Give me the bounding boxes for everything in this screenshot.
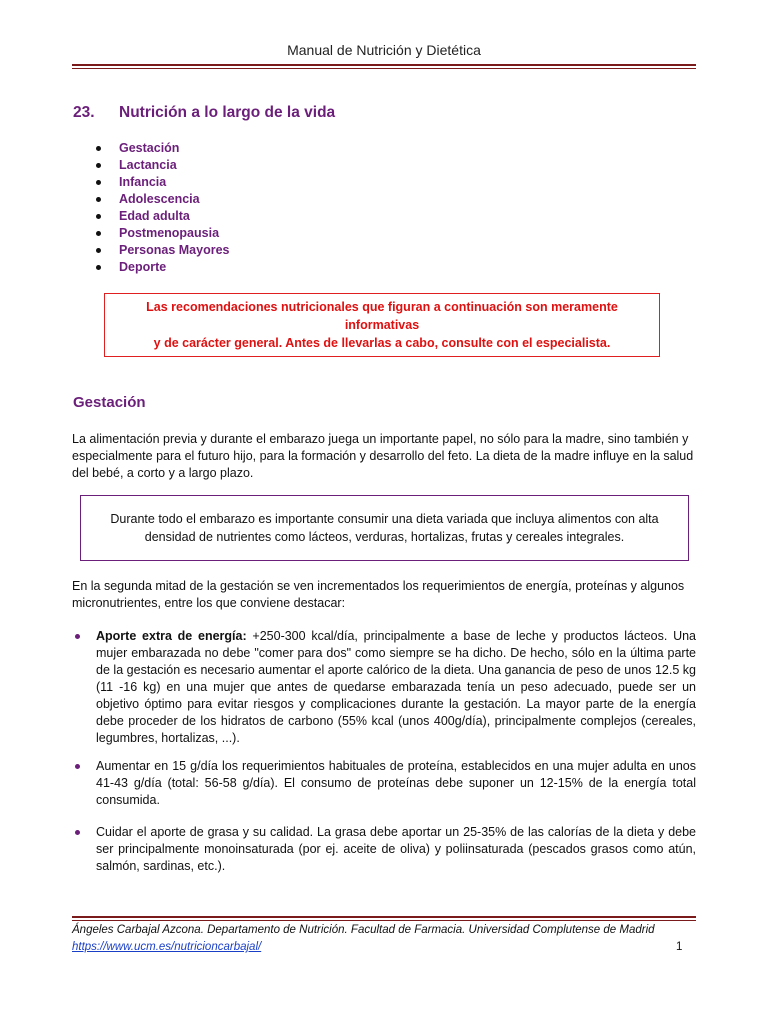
list-item: Deporte: [96, 259, 229, 276]
footer-rule: [72, 916, 696, 921]
bullet-icon: [96, 180, 101, 185]
bullet-list: [72, 628, 696, 747]
bullet-list: [72, 758, 696, 809]
list-item: Postmenopausia: [96, 225, 229, 242]
chapter-number: 23.: [73, 104, 95, 121]
lead-paragraph: En la segunda mitad de la gestación se ven incrementados los requerimientos de energía, proteínas y algunos micronutrientes, entre los que conviene destacar:: [72, 579, 685, 610]
callout-line-1: Durante todo el embarazo es importante consumir una dieta variada que incluya alimentos con alta: [110, 512, 659, 526]
list-item: Gestación: [96, 140, 229, 157]
bullet-icon: [96, 265, 101, 270]
bullet-icon: [75, 830, 80, 835]
bullet-text: +250-300 kcal/día, principalmente a base de leche y productos lácteos. Una mujer embarazada no debe "comer para dos" como siempre se ha dicho. De hecho, sólo en la última parte de la gestación es necesario aumentar el aporte calórico de la dieta. Una ganancia de peso de unos 12.5 kg (11 -16 kg) en una mujer que antes de quedarse embarazada tenía un peso adecuado, puede ser un objetivo óptimo para evitar riesgos y complicaciones durante la gestación. La mayor parte de la energía debe proceder de los hidratos de carbono (55% kcal (unos 400g/día), principalmente complejos (cereales, legumbres, hortalizas, ...).: [96, 629, 697, 745]
list-item: Edad adulta: [96, 208, 229, 225]
footer-link[interactable]: https://www.ucm.es/nutricioncarbajal/: [72, 941, 262, 953]
list-item: Lactancia: [96, 157, 229, 174]
header-rule: [72, 64, 696, 69]
disclaimer-line-2: y de carácter general. Antes de llevarlas a cabo, consulte con el especialista.: [153, 336, 611, 350]
list-item: [72, 628, 696, 747]
list-item: Infancia: [96, 174, 229, 191]
bullet-icon: [75, 634, 80, 639]
bullet-list: [72, 824, 696, 875]
bullet-icon: [75, 764, 80, 769]
list-item: [72, 824, 696, 875]
bullet-icon: [96, 163, 101, 168]
chapter-heading: [73, 104, 335, 122]
bullet-icon: [96, 248, 101, 253]
bullet-icon: [96, 214, 101, 219]
list-item: Personas Mayores: [96, 242, 229, 259]
chapter-topic-list: [96, 140, 229, 276]
bullet-lead: Aporte extra de energía:: [96, 629, 247, 643]
bullet-icon: [96, 197, 101, 202]
chapter-title: Nutrición a lo largo de la vida: [119, 104, 336, 121]
callout-box: [80, 495, 689, 561]
bullet-text: Cuidar el aporte de grasa y su calidad. La grasa debe aportar un 25-35% de las calorías de la dieta y debe ser principalmente monoinsaturada (por ej. aceite de oliva) y poliinsaturada (pescados grasos como atún, salmón, sardinas, etc.).: [96, 825, 696, 873]
page-header-title: Manual de Nutrición y Dietética: [287, 42, 481, 58]
section-title: Gestación: [73, 394, 146, 411]
disclaimer-line-1: Las recomendaciones nutricionales que figuran a continuación son meramente informativas: [146, 300, 618, 332]
callout-line-2: densidad de nutrientes como lácteos, verduras, hortalizas, frutas y cereales integrales.: [144, 530, 625, 544]
page-number: 1: [676, 941, 683, 953]
bullet-icon: [96, 231, 101, 236]
bullet-text: Aumentar en 15 g/día los requerimientos habituales de proteína, establecidos en una mujer adulta en unos 41-43 g/día (total: 56-58 g/día). El consumo de proteínas debe suponer un 12-15% de la energía total consumida.: [96, 759, 696, 807]
disclaimer-box: [104, 293, 660, 357]
list-item: [72, 758, 696, 809]
footer-credit: Ángeles Carbajal Azcona. Departamento de Nutrición. Facultad de Farmacia. Universidad Complutense de Madrid: [72, 924, 655, 936]
bullet-icon: [96, 146, 101, 151]
list-item: Adolescencia: [96, 191, 229, 208]
intro-paragraph: La alimentación previa y durante el embarazo juega un importante papel, no sólo para la madre, sino también y especialmente para el futuro hijo, para la formación y desarrollo del feto. La dieta de la madre influye en la salud del bebé, a corto y a largo plazo.: [72, 432, 694, 480]
